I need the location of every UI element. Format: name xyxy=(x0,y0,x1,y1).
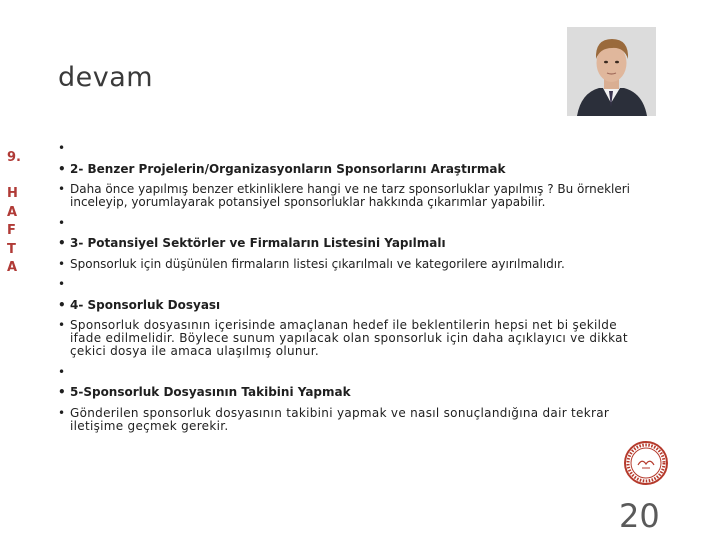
slide-title: devam xyxy=(58,62,154,93)
bullet-text-sponsorluk-dosyasi: • Sponsorluk dosyasının içerisinde amaçlanan hedef ile beklentilerin hepsi net bi şekilde ifade edilmelidir. Böylece sunum yapılacak olan sponsorluk için daha açıklayıcı ve dikkat çekici dosya ile amaca ulaşılmış olunur. xyxy=(58,319,638,358)
week-letter: A xyxy=(7,260,18,275)
bullet-text-takip: • Gönderilen sponsorluk dosyasının takibini yapmak ve nasıl sonuçlandığına dair tekrar iletişime geçmek gerekir. xyxy=(58,407,638,433)
week-letter: A xyxy=(7,204,18,220)
person-portrait-icon xyxy=(567,27,656,116)
bullet-item-empty xyxy=(58,366,638,379)
bullet-heading-takip: • 5-Sponsorluk Dosyasının Takibini Yapmak xyxy=(58,386,638,399)
week-label xyxy=(7,185,37,278)
presenter-photo xyxy=(567,27,656,116)
bullet-heading-sponsorluk-dosyasi: • 4- Sponsorluk Dosyası xyxy=(58,299,638,312)
week-letter: H xyxy=(7,186,18,201)
bullet-heading-benzer-projeler: • 2- Benzer Projelerin/Organizasyonların Sponsorlarını Araştırmak xyxy=(58,163,638,176)
week-letter: F xyxy=(7,223,16,238)
bullet-text-potansiyel-sektorler: • Sponsorluk için düşünülen firmaların listesi çıkarılmalı ve kategorilere ayırılmalıdır. xyxy=(58,258,638,271)
page-number: 20 xyxy=(619,497,660,535)
week-number: 9. xyxy=(7,150,21,165)
bullet-item-empty xyxy=(58,217,638,230)
week-letter: T xyxy=(7,241,16,257)
bullet-list xyxy=(58,142,638,440)
university-seal-icon xyxy=(624,441,668,485)
bullet-text-benzer-projeler: • Daha önce yapılmış benzer etkinliklere hangi ve ne tarz sponsorluklar yapılmış ? Bu örnekleri inceleyip, yorumlayarak potansiyel sponsorluklar hakkında çıkarımlar yapabilir. xyxy=(58,183,638,209)
bullet-item-empty xyxy=(58,142,638,155)
bullet-heading-potansiyel-sektorler: • 3- Potansiyel Sektörler ve Firmaların Listesini Yapılmalı xyxy=(58,237,638,250)
bullet-item-empty xyxy=(58,278,638,291)
week-indicator xyxy=(7,150,37,278)
